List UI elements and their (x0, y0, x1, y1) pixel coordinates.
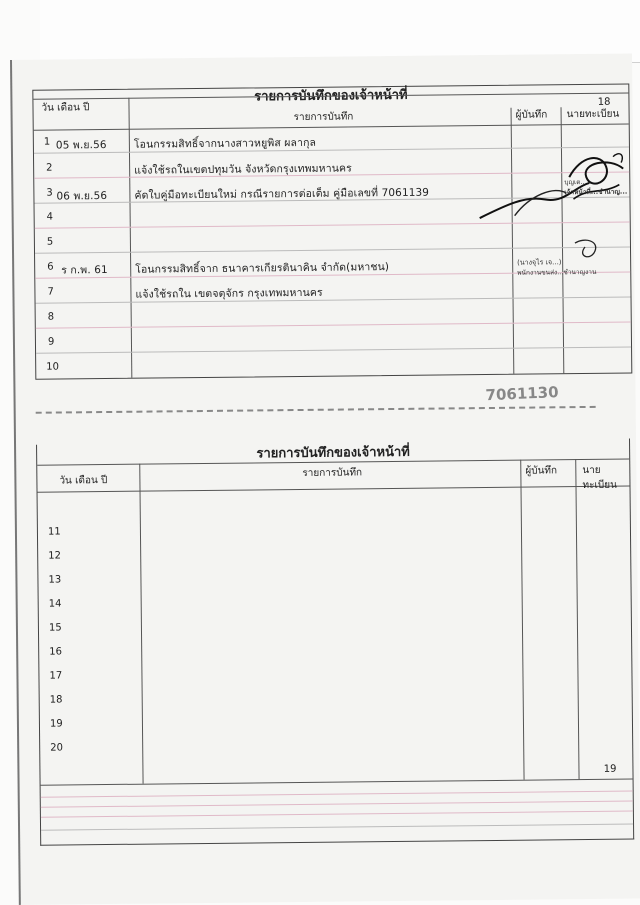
header-row (33, 93, 628, 131)
row-line (36, 297, 631, 304)
entry-text: โอนกรรมสิทธิ์จาก ธนาคารเกียรตินาคิน จำกัด(มหาชน) (135, 261, 390, 276)
table-title: รายการบันทึกของเจ้าหน้าที่ (256, 444, 410, 462)
table-title: รายการบันทึกของเจ้าหน้าที่ (254, 87, 408, 105)
registrar-title: เจ้าหน้าที่...ชำนาญ... (564, 187, 628, 197)
torn-paper-edge (36, 400, 596, 414)
blank-line (41, 791, 633, 798)
header-date: วัน เดือน ปี (59, 475, 108, 487)
document-sheet (10, 53, 640, 904)
row-number: 19 (49, 718, 63, 730)
header-date: วัน เดือน ปี (41, 102, 90, 114)
blank-line (41, 811, 633, 818)
column-divider (520, 460, 525, 780)
row-number: 12 (48, 550, 61, 562)
row-line (34, 147, 629, 154)
row-number: 16 (49, 646, 62, 658)
row-number: 15 (48, 622, 62, 634)
row-number: 2 (46, 162, 53, 174)
record-table-bottom (36, 439, 634, 846)
torn-paper-number: 7061130 (485, 383, 559, 405)
row-line (36, 347, 631, 354)
row-number: 4 (46, 211, 54, 223)
header-recorder: ผู้บันทึก (525, 465, 558, 477)
registrar-name: บุญเต... (564, 177, 587, 187)
row-number: 18 (49, 694, 63, 706)
stamp-role: พนักงานขนส่ง...ชำนาญงาน (517, 267, 597, 277)
page-number: 19 (603, 763, 617, 775)
row-number: 10 (46, 361, 60, 373)
entry-date: ร ก.พ. 61 (61, 263, 108, 277)
row-number: 17 (49, 670, 63, 682)
record-table-top (32, 84, 632, 380)
header-registrar: นายทะเบียน (582, 464, 617, 492)
stamp-name: (นางจุไร เจ...) (517, 258, 562, 267)
column-divider (128, 98, 132, 378)
blank-line (41, 824, 633, 831)
header-recorder: ผู้บันทึก (515, 109, 548, 121)
row-number: 5 (46, 236, 54, 248)
row-number: 6 (47, 261, 54, 273)
entry-date: 06 พ.ย.56 (56, 189, 108, 203)
entry-text: คัดใบคู่มือทะเบียนใหม่ กรณีรายการต่อเต็ม คู่มือเลขที่ 7061139 (134, 186, 430, 202)
entry-text: แจ้งใช้รถใน เขตจตุจักร กรุงเทพมหานคร (135, 286, 323, 301)
row-number: 14 (48, 598, 62, 610)
row-number: 11 (47, 526, 61, 538)
column-divider (139, 464, 144, 784)
entry-text: แจ้งใช้รถในเขตปทุมวัน จังหวัดกรุงเทพมหานคร (134, 162, 352, 177)
table-bottom-line (41, 779, 633, 786)
row-number: 13 (48, 574, 62, 586)
column-divider (575, 459, 580, 779)
header-row (37, 459, 629, 493)
row-number: 9 (47, 336, 55, 348)
row-line (36, 322, 631, 329)
row-number: 20 (50, 742, 63, 754)
row-number: 8 (47, 311, 55, 323)
header-registrar: นายทะเบียน (566, 108, 620, 121)
row-number: 7 (47, 286, 54, 298)
blank-line (41, 801, 633, 808)
row-number: 1 (43, 136, 51, 148)
header-record: รายการบันทึก (302, 467, 363, 479)
entry-date: 05 พ.ย.56 (55, 138, 107, 152)
page-number: 18 (597, 96, 611, 108)
entry-text: โอนกรรมสิทธิ์จากนางสาวหยูพิส ผลากุล (133, 136, 317, 151)
header-record: รายการบันทึก (293, 111, 354, 124)
row-number: 3 (46, 187, 53, 199)
